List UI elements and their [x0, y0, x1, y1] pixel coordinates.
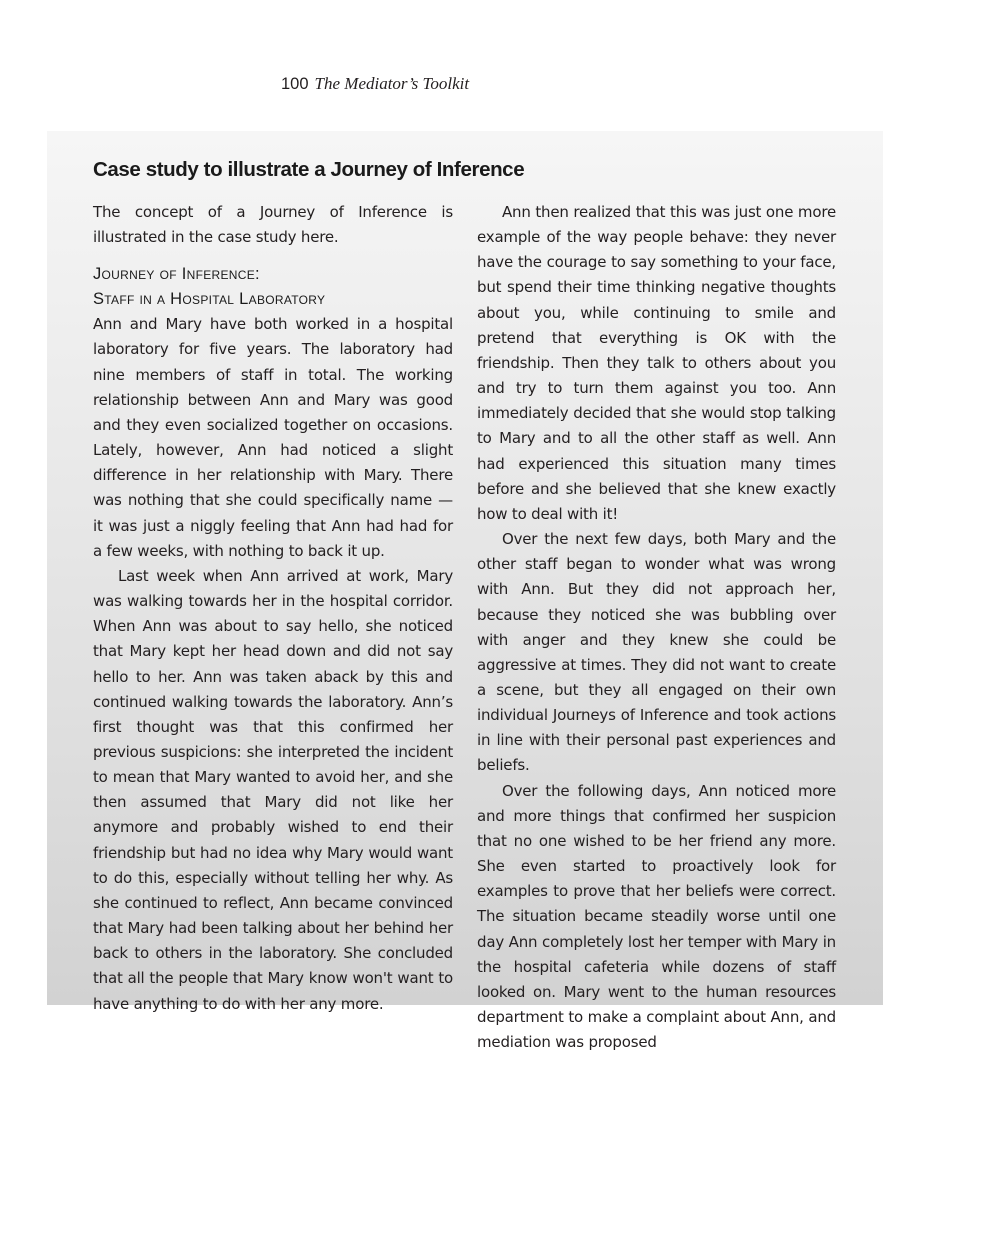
- subheading-line-2: Staff in a Hospital Laboratory: [93, 290, 326, 309]
- right-column: [477, 200, 836, 1055]
- page-number: 100: [281, 75, 309, 93]
- body-paragraph: Last week when Ann arrived at work, Mary was walking towards her in the hospital corridor. When Ann was about to say hello, she noticed that Mary kept her head down and did not say hello to her. Ann was taken aback by this and continued walking towards the laboratory. Ann’s first thought was that this confirmed her previous suspicions: she interpreted the incident to mean that Mary wanted to avoid her, and she then assumed that Mary did not like her anymore and probably wished to end their friendship but had no idea why Mary would want to do this, especially without telling her why. As she continued to reflect, Ann became convinced that Mary had been talking about her behind her back to others in the laboratory. She concluded that all the people that Mary know won't want to have anything to do with her any more.: [93, 566, 453, 1013]
- case-subheading: [93, 262, 453, 312]
- book-title: The Mediator’s Toolkit: [314, 74, 470, 93]
- case-study-box: [47, 131, 883, 1052]
- running-head: [281, 74, 469, 94]
- subheading-line-1: Journey of Inference:: [93, 265, 260, 284]
- body-paragraph: Ann and Mary have both worked in a hospital laboratory for five years. The laboratory had nine members of staff in total. The working relationship between Ann and Mary was good and they even socialized together on occasions. Lately, however, Ann had noticed a slight difference in her relationship with Mary. There was nothing that she could specifically name — it was just a niggly feeling that Ann had had for a few weeks, with nothing to back it up.: [93, 315, 453, 560]
- case-study-title: Case study to illustrate a Journey of Inference: [93, 158, 525, 181]
- intro-paragraph: The concept of a Journey of Inference is illustrated in the case study here.: [93, 203, 453, 247]
- body-paragraph: Ann then realized that this was just one more example of the way people behave: they never have the courage to say something to your face, but spend their time thinking negative thoughts about you, while continuing to smile and pretend that everything is OK with the friendship. Then they talk to others about you and try to turn them against you too. Ann immediately decided that she would stop talking to Mary and to all the other staff as well. Ann had experienced this situation many times before and she believed that she knew exactly how to deal with it!: [477, 203, 836, 523]
- body-paragraph: Over the next few days, both Mary and the other staff began to wonder what was wrong with Ann. But they did not approach her, because they noticed she was bubbling over with anger and they knew she could be aggressive at times. They did not want to create a scene, but they all engaged on their own individual Journeys of Inference and took actions in line with their personal past experiences and beliefs.: [477, 530, 836, 775]
- left-column: [93, 200, 453, 1017]
- body-paragraph: Over the following days, Ann noticed more and more things that confirmed her suspicion that no one wished to be her friend any more. She even started to proactively look for examples to prove that her beliefs were correct. The situation became steadily worse until one day Ann completely lost her temper with Mary in the hospital cafeteria while dozens of staff looked on. Mary went to the human resources department to make a complaint about Ann, and mediation was proposed: [477, 781, 836, 1052]
